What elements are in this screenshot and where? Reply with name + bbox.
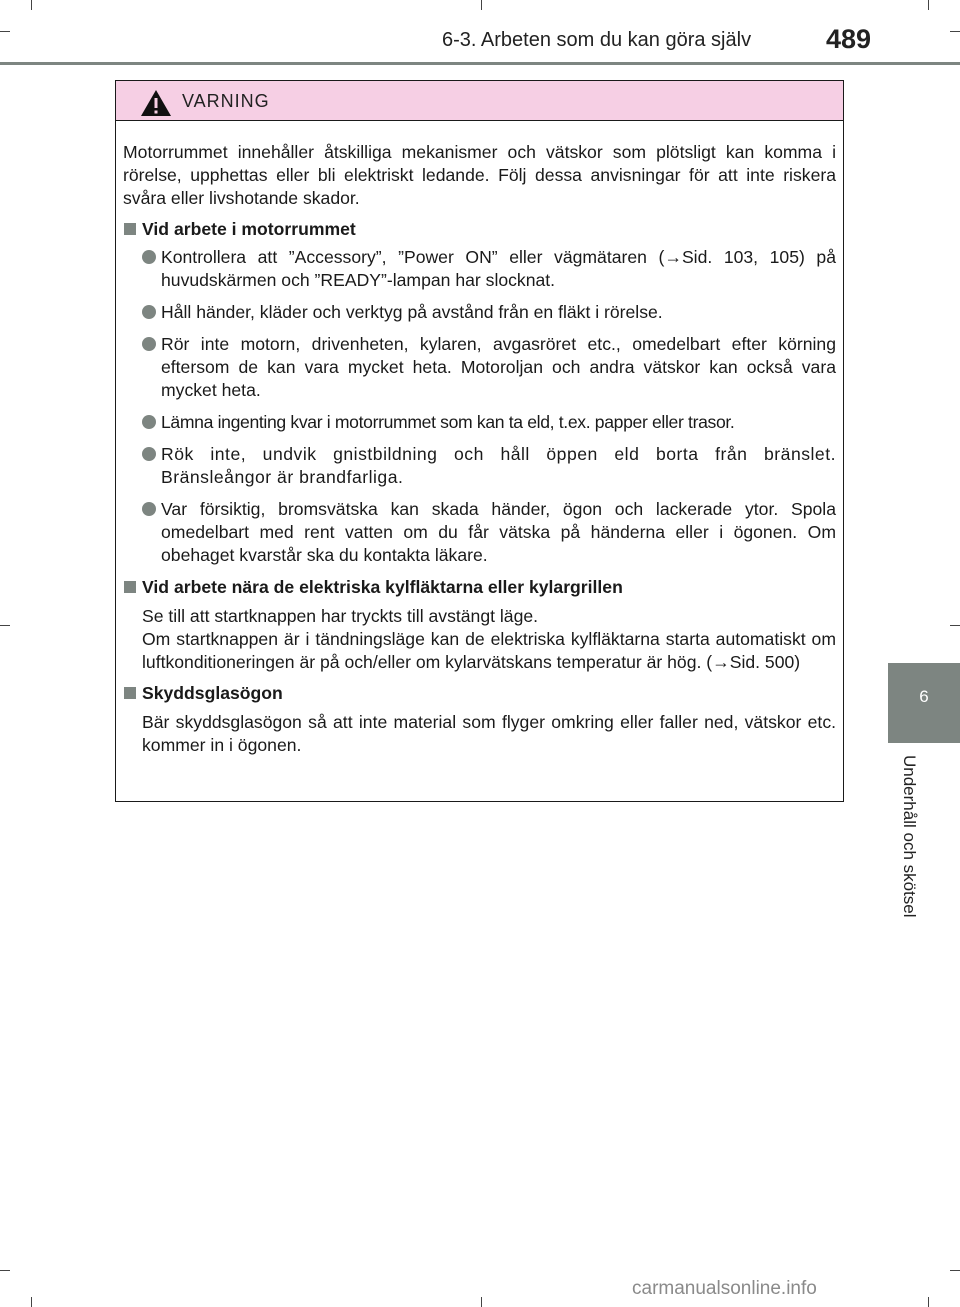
list-item-text: Var försiktig, bromsvätska kan skada händer, ögon och lackerade ytor. Spola omedelbart med rent vatten om du får vätska på händerna eller i ögonen. Om obehaget kvarstår ska du kontakta läkare. xyxy=(161,499,836,565)
crop-mark xyxy=(0,625,10,626)
list-item xyxy=(123,301,836,324)
crop-mark xyxy=(950,1270,960,1271)
list-item-text: Rör inte motorn, drivenheten, kylaren, avgasröret etc., omedelbart efter körning eftersom de kan vara mycket heta. Motoroljan och andra vätskor kan också vara mycket heta. xyxy=(161,334,836,400)
list-item-text: Rök inte, undvik gnistbildning och håll öppen eld borta från bränslet. Bränsleångor är brandfarliga. xyxy=(161,444,836,487)
chapter-tab xyxy=(888,663,960,743)
round-bullet-icon xyxy=(142,415,156,429)
section-heading-text: Skyddsglasögon xyxy=(142,683,283,703)
list-item-text: Håll händer, kläder och verktyg på avstånd från en fläkt i rörelse. xyxy=(161,302,663,322)
section-text: Bär skyddsglasögon så att inte material som flyger omkring eller faller ned, vätskor etc. kommer in i ögonen. xyxy=(142,712,836,755)
square-bullet-icon xyxy=(124,223,136,235)
watermark: carmanualsonline.info xyxy=(632,1278,817,1299)
round-bullet-icon xyxy=(142,250,156,264)
square-bullet-icon xyxy=(124,581,136,593)
crop-mark xyxy=(481,1297,482,1307)
section-heading xyxy=(123,576,836,599)
section-heading-text: Vid arbete i motorrummet xyxy=(142,219,356,239)
list-item xyxy=(123,498,836,567)
section-heading xyxy=(123,218,836,241)
chapter-number: 6 xyxy=(919,687,929,706)
warning-title: VARNING xyxy=(182,91,270,111)
crop-mark xyxy=(31,0,32,10)
chapter-label: Underhåll och skötsel xyxy=(900,755,919,918)
list-item xyxy=(123,443,836,489)
crop-mark xyxy=(31,1297,32,1307)
warning-body xyxy=(116,121,843,757)
round-bullet-icon xyxy=(142,305,156,319)
list-item xyxy=(123,411,836,434)
crop-mark xyxy=(950,625,960,626)
warning-intro: Motorrummet innehåller åtskilliga mekanismer och vätskor som plötsligt kan komma i rörelse, upphettas eller bli elektriskt ledande. Följ dessa anvisningar för att inte riskera svåra eller livshotande skador. xyxy=(123,142,836,208)
page-number: 489 xyxy=(826,24,872,54)
square-bullet-icon xyxy=(124,687,136,699)
section-text-line: Se till att startknappen har tryckts till avstängt läge. xyxy=(142,606,539,626)
section-text-line: Om startknappen är i tändningsläge kan de elektriska kylfläktarna starta automatiskt om luftkonditioneringen är på och/eller om kylarvätskans temperatur är hög. (→Sid. 500) xyxy=(142,629,836,672)
warning-triangle-icon xyxy=(140,89,172,117)
header-rule xyxy=(0,62,960,65)
list-item xyxy=(123,333,836,402)
section-text xyxy=(123,605,836,674)
crop-mark xyxy=(0,31,10,32)
crop-mark xyxy=(950,31,960,32)
round-bullet-icon xyxy=(142,447,156,461)
crop-mark xyxy=(0,1270,10,1271)
crop-mark xyxy=(928,1297,929,1307)
crop-mark xyxy=(481,0,482,10)
warning-box xyxy=(115,80,844,802)
section-heading xyxy=(123,682,836,705)
round-bullet-icon xyxy=(142,502,156,516)
list-item-text: Lämna ingenting kvar i motorrummet som kan ta eld, t.ex. papper eller trasor. xyxy=(161,412,735,432)
round-bullet-icon xyxy=(142,337,156,351)
list-item xyxy=(123,246,836,292)
crop-mark xyxy=(928,0,929,10)
section-title: 6-3. Arbeten som du kan göra själv xyxy=(442,29,752,51)
warning-header xyxy=(116,81,843,121)
list-item-text: Kontrollera att ”Accessory”, ”Power ON” eller vägmätaren (→Sid. 103, 105) på huvudskärmen och ”READY”-lampan har slocknat. xyxy=(161,247,836,290)
section-heading-text: Vid arbete nära de elektriska kylfläktarna eller kylargrillen xyxy=(142,577,623,597)
